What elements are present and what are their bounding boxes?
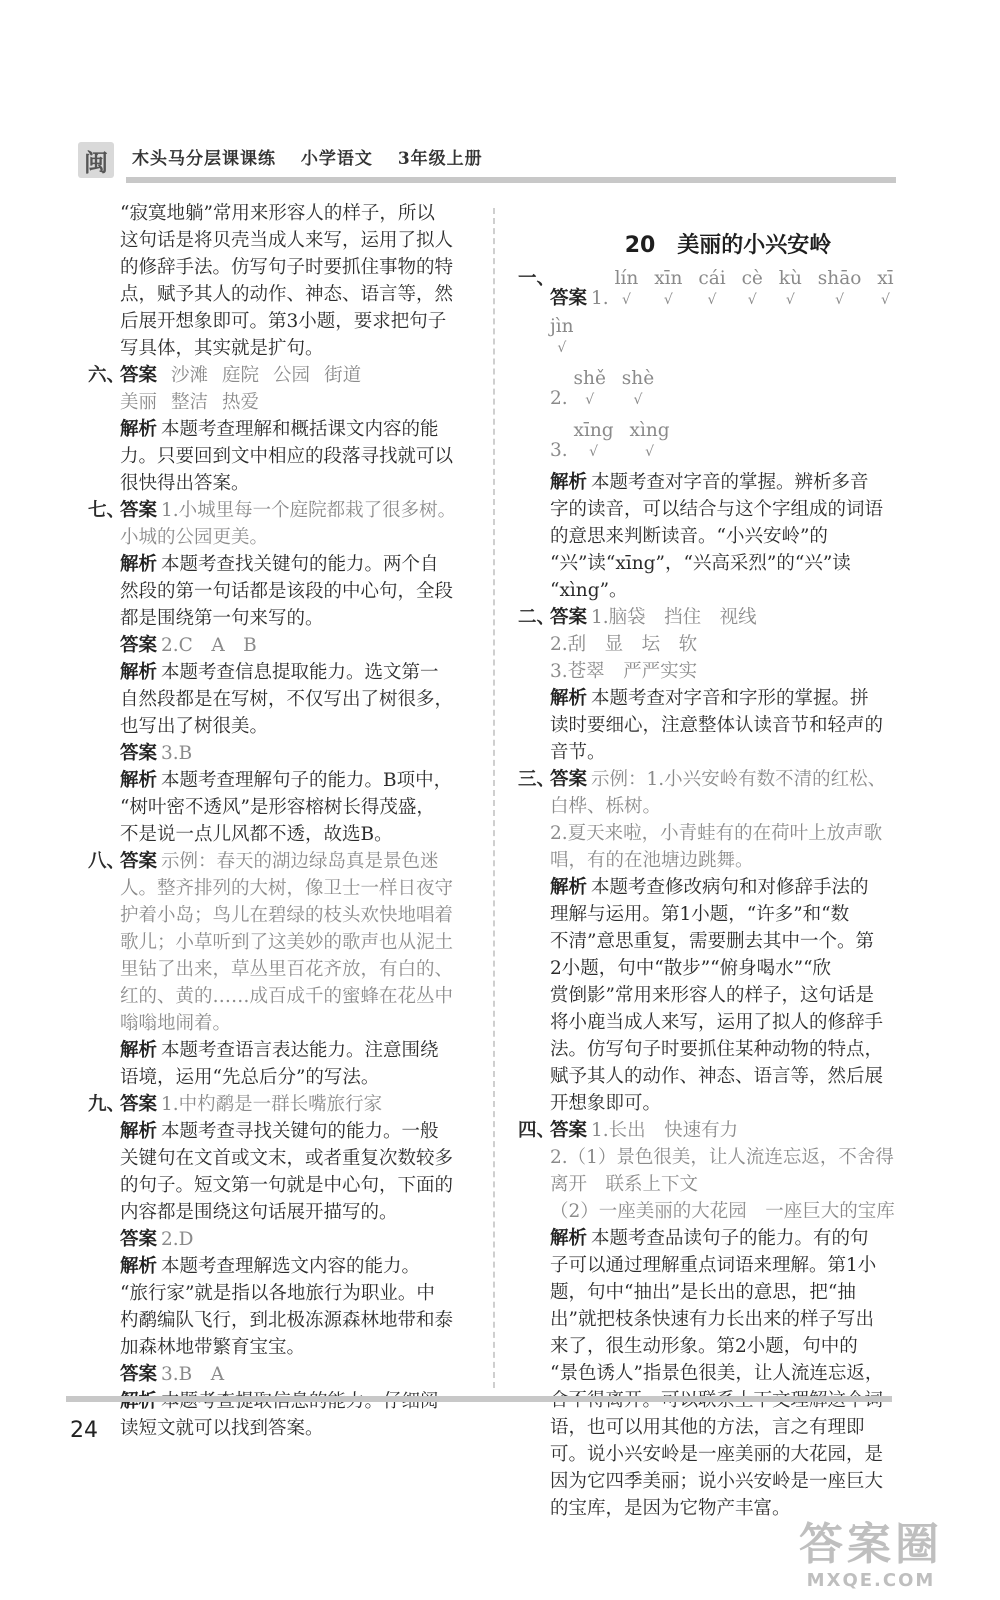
analysis-label: 解析 [550, 1228, 588, 1249]
left-column [88, 200, 508, 1442]
page-number: 24 [70, 1418, 98, 1443]
section-number: 九、 [88, 1094, 126, 1115]
analysis-label: 解析 [120, 1256, 158, 1277]
check-mark-icon: √ [633, 392, 643, 408]
check-mark-icon: √ [621, 292, 631, 308]
answer-label: 答案 [120, 500, 158, 521]
check-mark-icon: √ [585, 392, 595, 408]
section-3: 三、 答案 示例：1.小兴安岭有数不清的红松、 白桦、栎树。 2.夏天来啦，小青蛙有的在荷叶上放声歌 唱，有的在池塘边跳舞。 解析 本题考查修改病句和对修辞手法的 理解与运用。第1小题，“许多”和“数 不清”意思重复，需要删去其中一个。第 2小题，句中“散步”“俯身喝水”“欣 赏倒影”常用来形容人的样子，这句话是 将小鹿当成人来写，运用了拟人的修辞手 法。仿写句子时要抓住某种动物的特点， 赋予其人的动作、神态、语言等，然后展 开想象即可。 [518, 766, 938, 1117]
footer-rule [66, 1396, 892, 1402]
section-4: 四、 答案 1.长出 快速有力 2.（1）景色很美，让人流连忘返，不舍得 离开 联系上下文 （2）一座美丽的大花园 一座巨大的宝库 解析 本题考查品读句子的能力。有的句 子可以通过理解重点词语来理解。第1小 题，句中“抽出”是长出的意思，把“抽 出”就把枝条快速有力长出来的样子写出 来了，很生动形象。第2小题，句中的 “景色诱人”指景色很美，让人流连忘返， 语，也可以用其他的方法，言之有理即 可。说小兴安岭是一座美丽的大花园，是 因为它四季美丽；说小兴安岭是一座巨大 的宝库，是因为它物产丰富。 [518, 1117, 938, 1522]
check-mark-icon: √ [645, 444, 655, 460]
intro-paragraph: “寂寞地躺”常用来形容人的样子，所以 这句话是将贝壳当成人来写，运用了拟人 的修辞手法。仿写句子时要抓住事物的特 点，赋予其人的动作、神态、语言等，然 后展开想象即可。第3小题，要求把句子 写具体，其实就是扩句。 [120, 203, 454, 359]
publisher-logo: 闽 [78, 142, 114, 178]
right-column [518, 200, 938, 1522]
section-2: 二、 答案 1.脑袋 挡住 视线 2.刮 显 坛 软 3.苍翠 严严实实 解析 本题考查对字音和字形的掌握。拼 读时要细心，注意整体认读音节和轻声的 音节。 [518, 604, 938, 766]
check-mark-icon: √ [557, 340, 567, 356]
answer-label: 答案 [550, 288, 588, 309]
check-mark-icon: √ [785, 292, 795, 308]
answer-label: 答案 [120, 743, 158, 764]
header-rule [126, 177, 896, 183]
section-8: 八、 答案 示例：春天的湖边绿岛真是景色迷 人。整齐排列的大树，像卫士一样日夜守 护着小岛；鸟儿在碧绿的枝头欢快地唱着 歌儿；小草听到了这美妙的歌声也从泥土 里钻了出来，草丛里百花齐放，有白的、 红的、黄的……成百成千的蜜蜂在花丛中 嗡嗡地闹着。 解析 本题考查语言表达能力。注意围绕 语境，运用“先总后分”的写法。 [88, 848, 508, 1091]
analysis-label: 解析 [550, 877, 588, 898]
analysis-label: 解析 [550, 688, 588, 709]
subject-name: 小学语文 [300, 149, 373, 169]
watermark-logo [756, 1520, 986, 1594]
section-number: 二、 [518, 607, 556, 628]
answer-label: 答案 [550, 607, 588, 628]
check-mark-icon: √ [663, 292, 673, 308]
analysis-label: 解析 [120, 554, 158, 575]
analysis-label: 解析 [120, 1121, 158, 1142]
pinyin-line-2: 2. shě √ shè √ [550, 368, 655, 409]
analysis-label: 解析 [120, 770, 158, 791]
answer-label: 答案 [120, 851, 158, 872]
analysis-label: 解析 [550, 472, 588, 493]
analysis-label: 解析 [120, 419, 158, 440]
grade-name: 3年级上册 [397, 149, 483, 169]
section-9: 九、 答案 1.中杓鹬是一群长嘴旅行家 解析 本题考查寻找关键句的能力。一般 关键句在文首或文末，或者重复次数较多 的句子。短文第一句就是中心句，下面的 内容都是围绕这句话展开描写的。 答案 2.D 解析 本题考查理解选文内容的能力。 “旅行家”就是指以各地旅行为职业。中 杓鹬编队飞行，到北极冻源森林地带和泰 加森林地带繁育宝宝。 答案 3.B A 读短文就可以找到答案。 [88, 1091, 508, 1442]
analysis-label: 解析 [120, 1040, 158, 1061]
answer-label: 答案 [550, 1120, 588, 1141]
check-mark-icon: √ [747, 292, 757, 308]
answer-label: 答案 [120, 1229, 158, 1250]
section-number: 四、 [518, 1120, 556, 1141]
answer-label: 答案 [120, 1094, 158, 1115]
section-number: 八、 [88, 851, 126, 872]
answer-label: 答案 [550, 769, 588, 790]
series-name: 木头马分层课课练 [132, 149, 276, 169]
section-number: 三、 [518, 769, 556, 790]
book-title [132, 144, 501, 169]
page-header [66, 138, 896, 184]
section-number: 一、 [518, 268, 556, 289]
answer-label: 答案 [120, 365, 158, 386]
check-mark-icon: √ [835, 292, 845, 308]
section-number: 七、 [88, 500, 126, 521]
section-7: 七、 答案 1.小城里每一个庭院都栽了很多树。 小城的公园更美。 解析 本题考查找关键句的能力。两个自 然段的第一句话都是该段的中心句，全段 都是围绕第一句来写的。 答案 2.C A B 解析 本题考查信息提取能力。选文第一 自然段都是在写树，不仅写出了树很多， 也写出了树很美。 答案 3.B 解析 本题考查理解句子的能力。B项中， “树叶密不透风”是形容榕树长得茂盛， 不是说一点儿风都不透，故选B。 [88, 497, 508, 848]
check-mark-icon: √ [589, 444, 599, 460]
pinyin-line-1: 答案 1. lín √ xīn √ cái √ cè √ kù √ shāo √ xī √ jìn √ [550, 268, 894, 356]
section-number: 六、 [88, 365, 126, 386]
answer-label: 答案 [120, 1364, 158, 1385]
section-6: 六、 答案 沙滩 庭院 公园 街道 美丽 整洁 热爱 解析 本题考查理解和概括课文内容的能 力。只要回到文中相应的段落寻找就可以 很快得出答案。 [88, 362, 508, 497]
watermark-text: 答案圈 [799, 1519, 943, 1570]
section-1: 一、 答案 1. lín √ xīn √ cái √ cè √ kù √ shāo √ xī √ jìn √ 2. shě √ shè √ 3. xīng √ xìng √ 解析 本题考查对字音的掌握。辨析多音 字的读音，可以结合与这个字组成的词语 的意思来判断读音。“小兴安岭”的 “兴”读“xīng”，“兴高采烈”的“兴”读 “xìng”。 [518, 265, 938, 604]
lesson-title: 20 美丽的小兴安岭 [624, 233, 832, 258]
answer-label: 答案 [120, 635, 158, 656]
analysis-label: 解析 [120, 662, 158, 683]
check-mark-icon: √ [707, 292, 717, 308]
check-mark-icon: √ [880, 292, 890, 308]
watermark-url: MXQE.COM [806, 1570, 936, 1591]
pinyin-line-3: 3. xīng √ xìng √ [550, 420, 670, 461]
